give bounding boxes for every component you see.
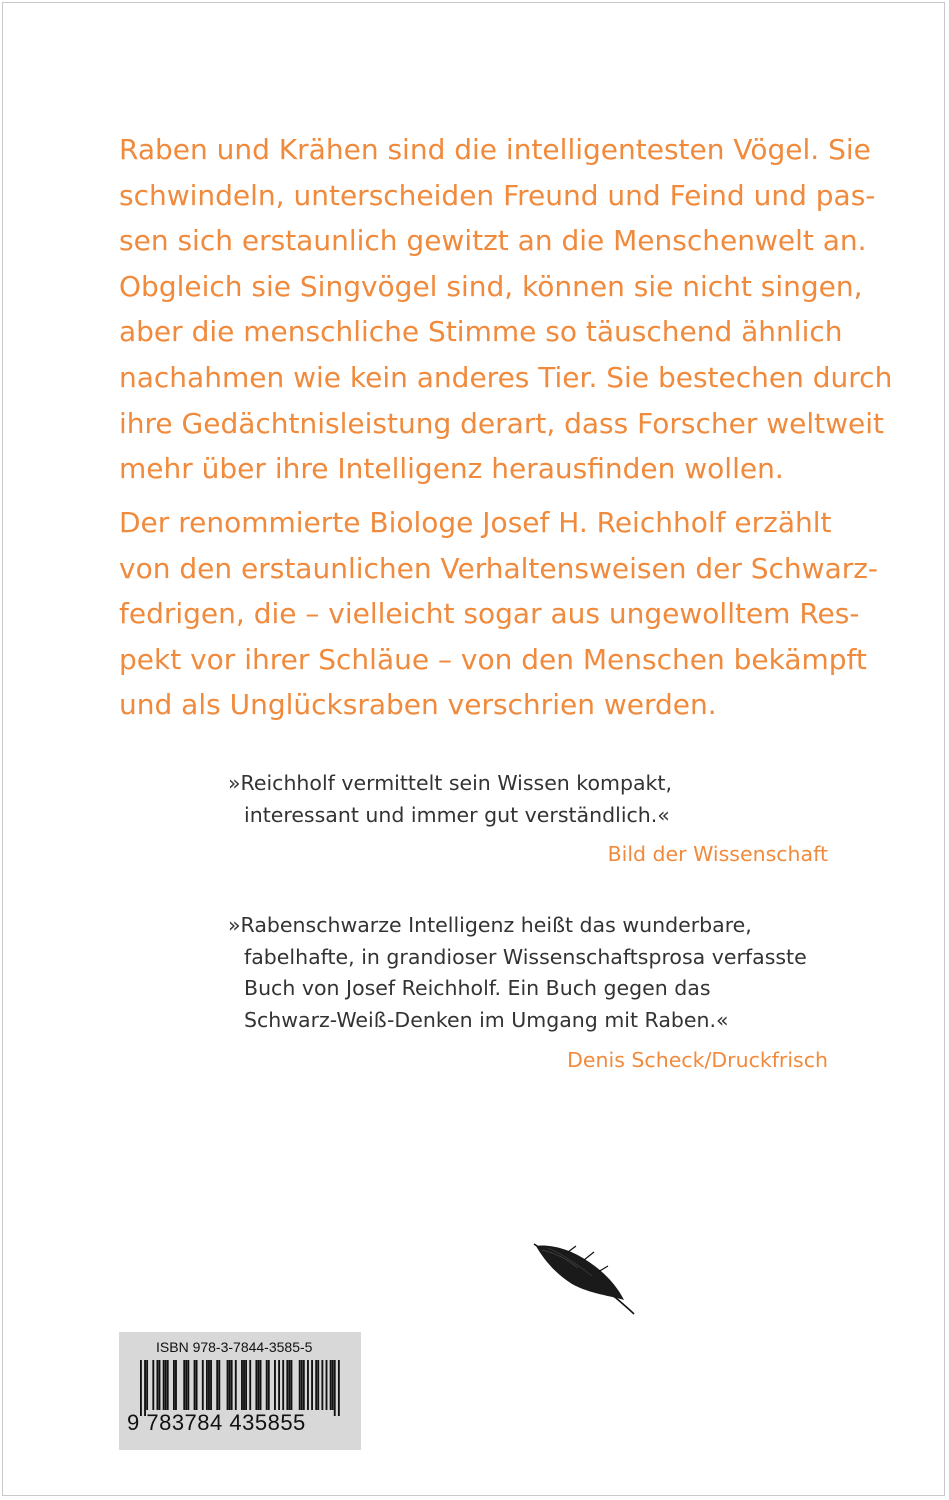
blurb-line: mehr über ihre Intelligenz herausfinden wollen. [119,452,784,486]
barcode-graphic [140,1360,340,1416]
barcode-bar [249,1360,251,1410]
barcode-digits: 9 783784 435855 [127,1410,306,1435]
barcode-bar [173,1360,175,1410]
barcode-bar [187,1360,189,1410]
barcode-bar [216,1360,218,1410]
barcode-bar [321,1360,323,1410]
quote-source-1: Bild der Wissenschaft [607,842,828,866]
barcode-bar [183,1360,185,1410]
blurb-line: von den erstaunlichen Verhaltensweisen der Schwarz- [119,551,879,585]
barcode-bar [268,1360,270,1410]
barcode-bar [194,1360,196,1410]
review-quote-1 [228,768,828,831]
barcode-bar [332,1360,334,1410]
quote-line: Buch von Josef Reichholf. Ein Buch gegen das [244,976,711,1000]
barcode-bar [288,1360,290,1410]
barcode-bar [227,1360,229,1410]
barcode-bar [159,1360,161,1410]
blurb-paragraph-2 [119,500,879,728]
barcode-bar [282,1360,284,1410]
barcode-bar [144,1360,146,1416]
barcode-bar [317,1360,319,1410]
barcode-bar [311,1360,313,1410]
barcode-bar [156,1360,158,1410]
barcode-bar [235,1360,237,1410]
blurb-line: Obgleich sie Singvögel sind, können sie nicht singen, [119,269,863,303]
isbn-label: ISBN 978-3-7844-3585-5 [156,1339,313,1355]
blurb-line: aber die menschliche Stimme so täuschend ähnlich [119,315,843,349]
barcode-bar [301,1360,303,1410]
quote-line: »Rabenschwarze Intelligenz heißt das wunderbare, [228,913,752,937]
barcode-bar [307,1360,309,1410]
barcode-bar [206,1360,208,1410]
barcode-bar [334,1360,336,1416]
barcode-bar [266,1360,268,1410]
barcode-bar [175,1360,177,1410]
blurb-line: Der renommierte Biologe Josef H. Reichholf erzählt [119,506,832,539]
barcode-bar [163,1360,165,1410]
quote-line: interessant und immer gut verständlich.« [244,802,670,827]
blurb-line: ihre Gedächtnisleistung derart, dass Forscher weltweit [119,406,885,440]
barcode-bar [231,1360,233,1410]
feather-icon [528,1238,638,1316]
barcode-bar [167,1360,169,1410]
barcode-bar [258,1360,260,1410]
barcode-bar [274,1360,276,1410]
barcode-bar [241,1360,243,1410]
blurb-line: Raben und Krähen sind die intelligentesten Vögel. Sie [119,133,871,166]
barcode-bar [245,1360,247,1410]
blurb-line: pekt vor ihrer Schläue – von den Menschen bekämpft [119,642,867,676]
barcode-bar [146,1360,148,1410]
barcode-bar [326,1360,328,1410]
barcode-bar [140,1360,142,1416]
blurb-line: nachahmen wie kein anderes Tier. Sie bestechen durch [119,360,893,394]
quote-source-2: Denis Scheck/Druckfrisch [567,1048,828,1072]
barcode-bar [218,1360,220,1410]
quote-line: fabelhafte, in grandioser Wissenschaftsprosa verfasste [244,944,807,969]
barcode-bar [208,1360,210,1410]
barcode-bar [165,1360,167,1410]
quote-line: Schwarz-Weiß-Denken im Umgang mit Raben.« [244,1007,729,1032]
blurb-line: schwindeln, unterscheiden Freund und Feind und pas- [119,178,876,212]
barcode-bar [299,1360,301,1410]
barcode-bar [196,1360,198,1410]
quote-line: »Reichholf vermittelt sein Wissen kompakt, [228,771,672,795]
blurb-line: sen sich erstaunlich gewitzt an die Menschenwelt an. [119,224,867,258]
barcode-bar [210,1360,212,1410]
barcode-bar [255,1360,257,1410]
barcode-bar [303,1360,305,1410]
barcode-bar [202,1360,204,1410]
barcode-bar [229,1360,231,1410]
barcode-bar [315,1360,317,1410]
barcode-bar [185,1360,187,1410]
review-quote-2 [228,910,828,1036]
barcode-bar [291,1360,293,1410]
blurb-line: und als Unglücksraben verschrien werden. [119,688,717,722]
barcode-bar [152,1360,154,1410]
barcode-bar [260,1360,262,1410]
barcode-bar [338,1360,340,1416]
blurb-line: fedrigen, die – vielleicht sogar aus ungewolltem Res- [119,597,860,631]
barcode-bar [278,1360,280,1410]
barcode-bar [330,1360,332,1410]
blurb-paragraph-1 [119,127,893,492]
barcode-bar [286,1360,288,1410]
barcode-bar [243,1360,245,1410]
